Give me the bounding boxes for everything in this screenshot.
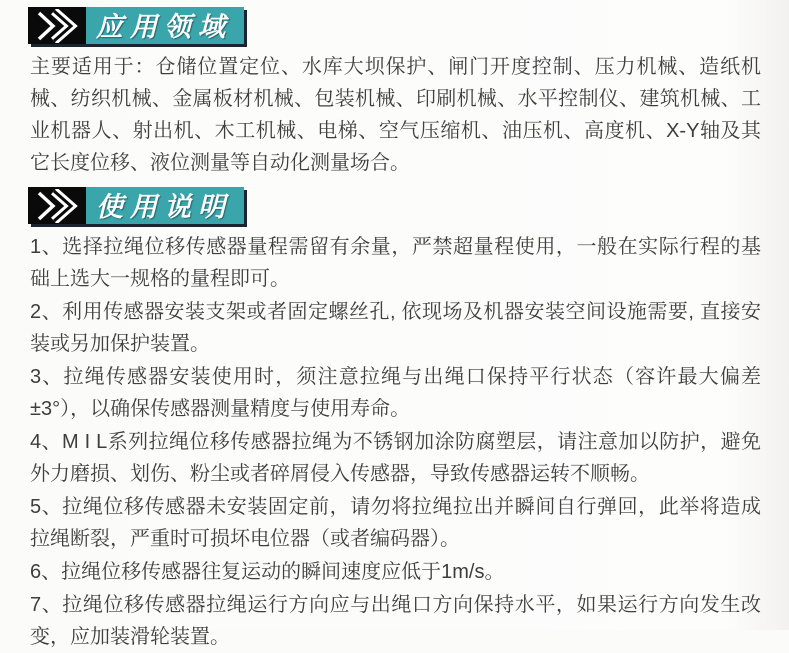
usage-instructions-list xyxy=(28,231,763,653)
usage-item-1: 1、选择拉绳位移传感器量程需留有余量，严禁超量程使用，一般在实际行程的基础上选大一规格的量程即可。 xyxy=(30,236,761,290)
usage-item-7: 7、拉绳位移传感器拉绳运行方向应与出绳口方向保持水平，如果运行方向发生改变，应加装滑轮装置。 xyxy=(30,594,761,648)
application-paragraph: 主要适用于：仓储位置定位、水库大坝保护、闸门开度控制、压力机械、造纸机械、纺织机械、金属板材机械、包装机械、印刷机械、水平控制仪、建筑机械、工业机器人、射出机、木工机械、电梯、空气压缩机、油压机、高度机、X-Y轴及其它长度位移、液位测量等自动化测量场合。 xyxy=(30,56,761,174)
double-chevron-right-icon xyxy=(28,7,86,44)
usage-item-6: 6、拉绳位移传感器往复运动的瞬间速度应低于1m/s。 xyxy=(30,561,505,583)
usage-item-2: 2、利用传感器安装支架或者固定螺丝孔, 依现场及机器安装空间设施需要, 直接安装或另加保护装置。 xyxy=(30,301,761,355)
section-title-usage: 使用说明 xyxy=(86,187,244,224)
usage-item-5: 5、拉绳位移传感器未安装固定前，请勿将拉绳拉出并瞬间自行弹回，此举将造成拉绳断裂，严重时可损坏电位器（或者编码器）。 xyxy=(30,496,761,550)
usage-item-3: 3、拉绳传感器安装使用时，须注意拉绳与出绳口保持平行状态（容许最大偏差±3°），以确保传感器测量精度与使用寿命。 xyxy=(30,366,761,420)
section-header-usage xyxy=(28,187,244,224)
usage-item-4: 4、M I L系列拉绳位移传感器拉绳为不锈钢加涂防腐塑层，请注意加以防护，避免外力磨损、划伤、粉尘或者碎屑侵入传感器，导致传感器运转不顺畅。 xyxy=(30,431,761,485)
section-title-application: 应用领域 xyxy=(86,7,244,44)
section-header-application xyxy=(28,7,244,44)
double-chevron-right-icon xyxy=(28,187,86,224)
